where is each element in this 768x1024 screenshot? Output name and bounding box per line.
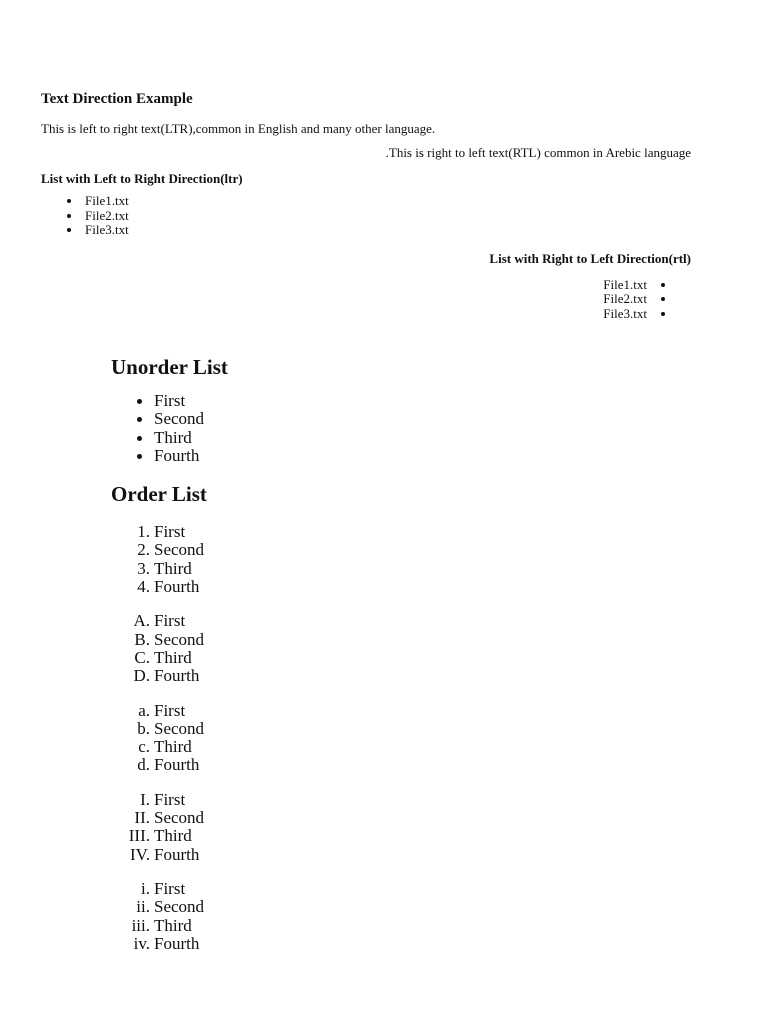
list-marker: C. [134, 647, 150, 667]
list-item: File1.txt [41, 278, 691, 293]
list-marker: c. [138, 737, 150, 757]
list-item-label: Third [154, 737, 192, 757]
list-marker: 2. [137, 540, 150, 560]
list-item-label: First [154, 522, 186, 542]
list-item [111, 702, 511, 720]
list-item-label: Third [154, 915, 192, 935]
list-marker: B. [134, 629, 150, 649]
list-item-label: Third [154, 826, 192, 846]
list-marker: iv. [133, 933, 150, 953]
rtl-file-list [41, 278, 691, 322]
list-item-label: Second [154, 540, 205, 560]
list-marker: I. [140, 789, 150, 809]
list-item-label: Second [154, 897, 205, 917]
ordered-list-numeric [111, 523, 511, 596]
list-item-label: First [154, 611, 186, 631]
list-item: File2.txt [41, 292, 691, 307]
list-item: Fourth [111, 447, 511, 465]
ltr-paragraph: This is left to right text(LTR),common in English and many other language. [41, 121, 436, 136]
list-item [111, 560, 511, 578]
ordered-list-upper-roman [111, 791, 511, 864]
lists-section [111, 352, 511, 953]
list-marker: D. [133, 666, 150, 686]
list-item: First [111, 392, 511, 410]
list-item [111, 523, 511, 541]
ordered-list-lower-alpha [111, 702, 511, 775]
list-marker: 3. [137, 558, 150, 578]
list-item-label: Third [154, 558, 192, 578]
list-item-label: Fourth [154, 755, 200, 775]
rtl-paragraph: This is right to left text(RTL) common in Arebic language. [385, 145, 691, 160]
list-marker: d. [137, 755, 150, 775]
ltr-file-list [41, 194, 691, 238]
list-item: File3.txt [41, 223, 691, 238]
list-item: File3.txt [41, 307, 691, 322]
list-item: File1.txt [41, 194, 691, 209]
list-marker: ii. [136, 897, 150, 917]
list-marker: a. [138, 700, 150, 720]
ordered-list-upper-alpha [111, 612, 511, 685]
text-direction-title: Text Direction Example [41, 91, 193, 107]
list-marker: b. [137, 718, 150, 738]
list-item [111, 791, 511, 809]
list-item [111, 578, 511, 596]
list-item-label: Fourth [154, 577, 200, 597]
list-marker: A. [133, 611, 150, 631]
list-item [111, 649, 511, 667]
list-marker: II. [134, 808, 150, 828]
list-item: Second [111, 410, 511, 428]
list-item-label: Second [154, 718, 205, 738]
list-item [111, 631, 511, 649]
ltr-list-heading: List with Left to Right Direction(ltr) [41, 171, 243, 186]
list-item [111, 720, 511, 738]
list-item-label: Second [154, 808, 205, 828]
list-marker: 1. [137, 522, 150, 542]
list-item-label: Fourth [154, 933, 200, 953]
list-item-label: Second [154, 629, 205, 649]
unordered-list-title: Unorder List [111, 355, 228, 379]
list-item [111, 935, 511, 953]
list-marker: iii. [131, 915, 150, 935]
list-item-label: First [154, 700, 186, 720]
unordered-list [111, 392, 511, 465]
list-marker: 4. [137, 577, 150, 597]
list-item [111, 541, 511, 559]
list-item-label: Fourth [154, 844, 200, 864]
list-marker: i. [141, 878, 150, 898]
list-marker: IV. [130, 844, 150, 864]
list-item [111, 756, 511, 774]
text-direction-section [41, 88, 691, 321]
list-item [111, 898, 511, 916]
list-item [111, 738, 511, 756]
list-item [111, 846, 511, 864]
list-item: File2.txt [41, 209, 691, 224]
list-item [111, 917, 511, 935]
list-item: Third [111, 429, 511, 447]
list-item [111, 667, 511, 685]
ordered-list-lower-roman [111, 880, 511, 953]
list-item [111, 827, 511, 845]
list-item [111, 880, 511, 898]
list-item [111, 612, 511, 630]
list-item [111, 809, 511, 827]
list-item-label: Fourth [154, 666, 200, 686]
list-marker: III. [128, 826, 150, 846]
ordered-list-title: Order List [111, 482, 207, 507]
list-item-label: First [154, 878, 186, 898]
rtl-list-heading: List with Right to Left Direction(rtl) [489, 250, 691, 266]
list-item-label: First [154, 789, 186, 809]
list-item-label: Third [154, 647, 192, 667]
